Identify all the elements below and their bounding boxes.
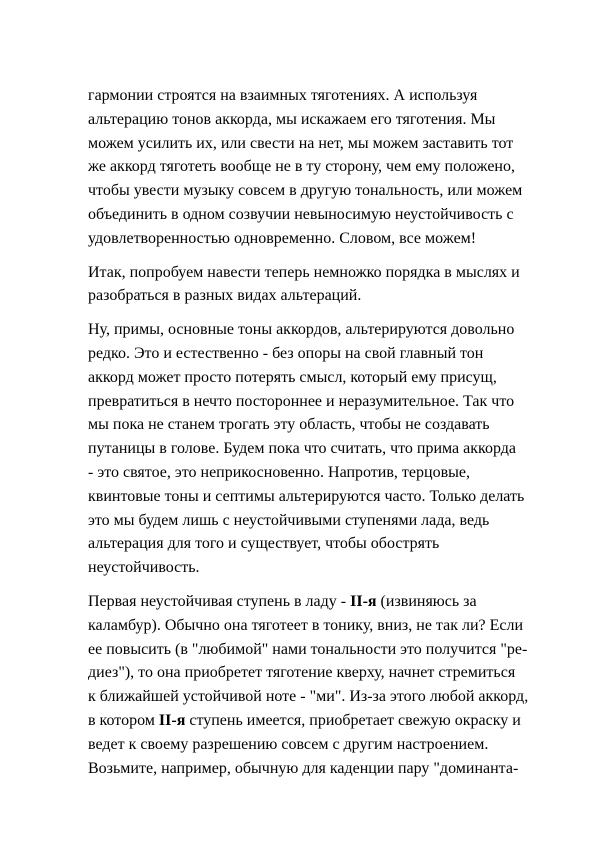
text-line: удовлетворенностью одновременно. Словом, все можем! [88, 229, 477, 247]
text-line: превратиться в нечто постороннее и неразумительное. Так что [88, 392, 515, 410]
bold-term: II-я [158, 711, 186, 729]
text-line [88, 709, 588, 733]
bold-term: II-я [350, 592, 377, 610]
text-line: гармонии строятся на взаимных тяготениях. А используя [88, 87, 478, 104]
text-line: ведет к своему разрешению совсем с другим настроением. [88, 735, 489, 753]
text-line: ее повысить (в "любимой" нами тональности это получится "ре- [88, 640, 528, 658]
text-line: это мы будем лишь с неустойчивыми ступенями лада, ведь [88, 511, 490, 529]
text-line: аккорд может просто потерять смысл, который ему присущ, [88, 368, 497, 386]
text-line: каламбур). Обычно она тяготеет в тонику, вниз, не так ли? Если [88, 616, 524, 634]
text-line [88, 590, 588, 614]
text-line: диез"), то она приобретет тяготение кверху, начнет стремиться [88, 664, 516, 682]
text-line: путаницы в голове. Будем пока что считать, что прима аккорда [88, 440, 517, 458]
body-text [88, 84, 588, 790]
text-line: к ближайшей устойчивой ноте - "ми". Из-за этого любой аккорд, [88, 688, 529, 706]
text-line: альтерация для того и существует, чтобы обострять [88, 535, 440, 553]
text-line: разобраться в разных видах альтераций. [88, 287, 362, 305]
text-line: квинтовые тоны и септимы альтерируются часто. Только делать [88, 487, 525, 505]
text-line: же аккорд тяготеть вообще не в ту сторону, чем ему положено, [88, 158, 515, 176]
paragraph-1 [88, 84, 588, 251]
paragraph-3 [88, 318, 588, 580]
text-line: альтерацию тонов аккорда, мы искажаем его тяготения. Мы [88, 110, 496, 128]
text-line: редко. Это и естественно - без опоры на свой главный тон [88, 344, 484, 362]
text-line: Итак, попробуем навести теперь немножко порядка в мыслях и [88, 263, 520, 281]
paragraph-2 [88, 261, 588, 309]
text-segment: ступень имеется, приобретает свежую окраску и [185, 711, 521, 729]
text-line: неустойчивость. [88, 559, 200, 577]
text-line: чтобы увести музыку совсем в другую тональность, или можем [88, 182, 523, 200]
text-line: мы пока не станем трогать эту область, чтобы не создавать [88, 416, 490, 434]
text-line: объединить в одном созвучии невыносимую неустойчивость с [88, 205, 514, 223]
text-segment: (извиняюсь за [376, 592, 477, 610]
text-segment: Первая неустойчивая ступень в ладу - [88, 592, 351, 610]
text-line: можем усилить их, или свести на нет, мы можем заставить тот [88, 134, 514, 152]
text-line: Ну, примы, основные тоны аккордов, альтерируются довольно [88, 321, 515, 339]
paragraph-4 [88, 590, 588, 780]
text-line: Возьмите, например, обычную для каденции пару "доминанта- [88, 759, 519, 777]
text-segment: в котором [88, 711, 159, 729]
text-line: - это святое, это неприкосновенно. Напротив, терцовые, [88, 463, 470, 481]
